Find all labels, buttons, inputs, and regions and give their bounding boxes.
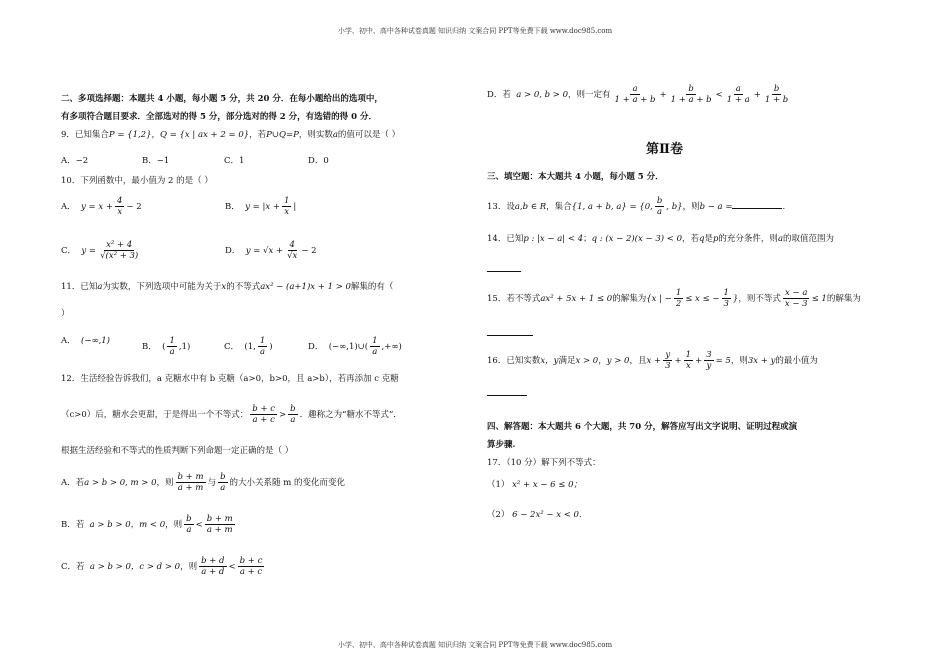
question-10-option-a: A． y = x + $\frac{4}{x}$ − 2 [61,196,142,217]
header-note: 小学、初中、高中各种试卷真题 知识归纳 文案合同 PPT等免费下载 www.doc985.com [337,27,613,35]
question-17-part-1: （1） x² + x − 6 ≤ 0； [487,480,583,490]
question-14: 14．已知p : |x − a| < 4；q : (x − 2)(x − 3) < 0，若q是p的充分条件，则a的取值范围为 [487,234,835,244]
answer-blank-16 [487,387,527,400]
question-10-stem: 10．下列函数中，最小值为 2 的是（ ） [61,176,213,186]
question-10-option-c: C． y = $\frac{\text{x² + 4}}{\text{√(x² + 3)}}$ [61,240,139,261]
question-9-option-a: A．−2 [61,156,89,166]
question-12-line2: （c>0）后，糖水会更甜，于是得出一个不等式： $\frac{b + c}{a + c}$ > $\frac{b}{a}$ ．趣称之为“糖水不等式”． [61,404,402,425]
question-9-stem: 9．已知集合P = {1,2}，Q = {x | ax + 2 = 0}，若P∪Q=P，则实数a的值可以是（ ） [61,130,401,140]
question-13: 13．设a,b ∈ R，集合{1, a + b, a} = {0, $\frac{b}{a}$ , b}，则b − a = . [487,196,786,217]
question-12-option-b: B．若 a > b > 0，m < 0，则 $\frac{b}{a}$ < $\frac{b + m}{a + m}$ [61,514,233,535]
answer-blank-13 [732,200,782,209]
question-9-option-c: C．1 [224,156,245,166]
question-12-option-a: A．若a > b > 0, m > 0，则 $\frac{b + m}{a + m}$ 与 $\frac{b}{a}$ 的大小关系随 m 的变化而变化 [61,472,345,493]
question-12-line1: 12．生活经验告诉我们，a 克糖水中有 b 克糖（a>0，b>0，且 a>b），若再添加 c 克糖 [61,374,399,384]
question-12-option-d: D．若 a > 0, b > 0，则一定有 $\frac{a}{1 + a + b}$ + $\frac{b}{1 + a + b}$ < $\frac{a}{1 + a}$ + $\frac{b}{1 + b}$ [487,84,789,105]
part-2-title: 第Ⅱ卷 [646,142,683,157]
question-9-option-b: B．−1 [142,156,170,166]
section4-line2: 算步骤. [487,440,516,450]
section2-line2: 有多项符合题目要求．全部选对的得 5 分，部分选对的得 2 分，有选错的得 0 分． [61,112,378,122]
section3-heading: 三、填空题：本大题共 4 小题，每小题 5 分． [487,172,664,182]
answer-blank-15 [487,327,533,340]
question-9-option-d: D．0 [308,156,329,166]
section2-line1: 二、多项选择题：本题共 4 小题，每小题 5 分，共 20 分．在每小题给出的选项中， [61,94,383,104]
question-11-close: ） [61,309,70,319]
question-15: 15．若不等式ax² + 5x + 1 ≤ 0的解集为{x | − $\frac{1}{2}$ ≤ x ≤ − $\frac{1}{3}$ }，则不等式 $\frac{x - a}{x - 3}$ ≤ 1的解集为 [487,288,861,309]
question-11-stem: 11．已知a为实数，下列选项中可能为关于x的不等式ax² − (a+1)x + 1 > 0解集的有（ [61,282,394,292]
footer-note: 小学、初中、高中各种试卷真题 知识归纳 文案合同 PPT等免费下载 www.doc985.com [337,641,613,649]
question-11-option-c: C． (1, $\frac{1}{a}$ ) [224,336,273,357]
question-17-part-2: （2） 6 − 2x² − x < 0． [487,510,588,520]
section4-line1: 四、解答题：本大题共 6 个大题，共 70 分，解答应写出文字说明、证明过程或演 [487,422,798,432]
question-10-option-d: D． y = √x + $\frac{4}{√x}$ − 2 [225,240,317,261]
question-11-option-b: B． ( $\frac{1}{a}$ ,1) [142,336,191,357]
answer-blank-14 [487,263,521,276]
question-12-line3: 根据生活经验和不等式的性质判断下列命题一定正确的是（ ） [61,446,294,456]
question-11-option-d: D． (−∞,1)∪( $\frac{1}{a}$ ,+∞) [308,336,402,357]
question-10-option-b: B． y = |x + $\frac{1}{x}$ | [225,196,297,217]
question-16: 16．已知实数x，y满足x > 0，y > 0，且x + $\frac{y}{3}$ + $\frac{1}{x}$ + $\frac{3}{y}$ = 5，则3x + y的最小值为 [487,350,818,371]
question-17-stem: 17．（10 分）解下列不等式： [487,458,601,468]
question-12-option-c: C．若 a > b > 0，c > d > 0，则 $\frac{b + d}{a + d}$ < $\frac{b + c}{a + c}$ [61,556,263,577]
question-11-option-a: A． (−∞,1) [61,336,110,346]
